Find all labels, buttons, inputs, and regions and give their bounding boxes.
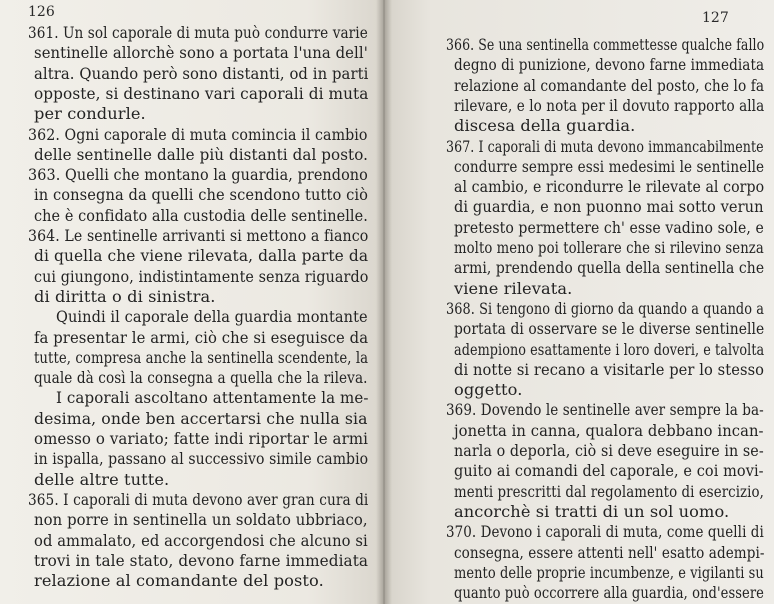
page-number-right: 127 bbox=[702, 10, 729, 26]
text-line: non porre in sentinella un soldato ubbriaco, bbox=[34, 510, 368, 530]
text-line: altra. Quando però sono distanti, od in parti bbox=[34, 63, 369, 83]
text-line: per condurle. bbox=[34, 104, 146, 124]
text-line: od ammalato, ed accorgendosi che alcuno si bbox=[34, 530, 368, 550]
text-line: in consegna da quelli che scendono tutto ciò bbox=[34, 185, 369, 205]
text-line: 369. Dovendo le sentinelle aver sempre la ba- bbox=[446, 400, 764, 420]
text-line: relazione al comandante del posto. bbox=[34, 571, 324, 591]
text-line: pretesto permettere ch' esse vadino sole, e bbox=[454, 217, 764, 237]
text-line: adempiono esattamente i loro doveri, e talvolta bbox=[454, 339, 765, 359]
text-line: al cambio, e ricondurre le rilevate al corpo bbox=[454, 177, 765, 197]
text-line: viene rilevata. bbox=[454, 278, 573, 298]
text-line: cui giungono, indistintamente senza riguardo bbox=[34, 266, 369, 286]
text-line: I caporali ascoltano attentamente la me- bbox=[56, 388, 369, 408]
text-line: che è confidato alla custodia delle sentinelle. bbox=[34, 205, 368, 225]
page-number-left: 126 bbox=[28, 4, 55, 20]
text-line: quanto può occorrere alla guardia, ond'essere bbox=[454, 583, 764, 603]
text-line: condurre sempre essi medesimi le sentinelle bbox=[454, 156, 765, 176]
text-line: 362. Ogni caporale di muta comincia il cambio bbox=[28, 124, 368, 144]
text-line: 368. Si tengono di giorno da quando a quando a bbox=[446, 298, 764, 318]
text-line: 363. Quelli che montano la guardia, prendono bbox=[28, 165, 368, 185]
text-line: consegna, essere attenti nell' esatto adempi- bbox=[454, 542, 765, 562]
text-line: quale dà così la consegna a quella che la rileva. bbox=[34, 368, 368, 388]
text-line: discesa della guardia. bbox=[454, 116, 636, 136]
text-line: di quella che viene rilevata, dalla parte da bbox=[34, 246, 369, 266]
text-line: in ispalla, passano al successivo simile cambio bbox=[34, 449, 369, 469]
text-line: oggetto. bbox=[454, 380, 523, 400]
text-line: ancorchè si tratti di un sol uomo. bbox=[454, 501, 730, 521]
text-line: molto meno poi tollerare che si rilevino senza bbox=[454, 238, 764, 257]
right-page bbox=[384, 0, 774, 604]
text-line: 366. Se una sentinella commettesse qualche fallo bbox=[446, 35, 765, 54]
text-line: guito ai comandi del caporale, e coi movi- bbox=[454, 461, 764, 481]
text-line: menti prescritti dal regolamento di esercizio, bbox=[454, 481, 764, 501]
text-line: opposte, si destinano vari caporali di muta bbox=[34, 83, 369, 103]
text-line: Quindi il caporale della guardia montante bbox=[56, 307, 368, 327]
text-line: jonetta in canna, qualora debbano incan- bbox=[454, 420, 764, 440]
text-line: tutte, compresa anche la sentinella scendente, la bbox=[34, 347, 369, 367]
text-line: sentinelle allorchè sono a portata l'una dell' bbox=[34, 43, 368, 63]
text-line: fa presentar le armi, ciò che si eseguisce da bbox=[34, 327, 369, 347]
text-line: degno di punizione, devono farne immediata bbox=[454, 55, 765, 75]
left-page bbox=[0, 0, 384, 604]
text-line: 367. I caporali di muta devono immancabilmente bbox=[446, 136, 764, 156]
book-spine-gutter bbox=[376, 0, 392, 604]
text-line: omesso o variato; fatte indi riportar le armi bbox=[34, 429, 368, 448]
text-line: di diritta o di sinistra. bbox=[34, 286, 216, 306]
text-line: portata di osservare se le diverse sentinelle bbox=[454, 319, 765, 339]
text-line: narla o deporla, ciò si deve eseguire in se- bbox=[454, 441, 764, 460]
text-line: relazione al comandante del posto, che lo fa bbox=[454, 75, 765, 95]
text-line: delle altre tutte. bbox=[34, 469, 170, 489]
text-line: 365. I caporali di muta devono aver gran cura di bbox=[28, 489, 369, 509]
text-line: delle sentinelle dalle più distanti dal posto. bbox=[34, 144, 369, 164]
text-line: rilevare, e lo nota per il dovuto rapporto alla bbox=[454, 95, 765, 115]
text-line: 370. Devono i caporali di muta, come quelli di bbox=[446, 522, 764, 542]
text-line: mento delle proprie incumbenze, e vigilanti su bbox=[454, 562, 764, 582]
text-line: trovi in tale stato, devono farne immediata bbox=[34, 550, 369, 570]
text-line: desima, onde ben accertarsi che nulla sia bbox=[34, 408, 368, 428]
text-line: 361. Un sol caporale di muta può condurre varie bbox=[28, 23, 368, 42]
text-line: 364. Le sentinelle arrivanti si mettono a fianco bbox=[28, 226, 369, 245]
text-line: di notte si recano a visitarle per lo stesso bbox=[454, 359, 765, 379]
text-line: armi, prendendo quella della sentinella che bbox=[454, 258, 765, 278]
text-line: di guardia, e non puonno mai sotto verun bbox=[454, 197, 764, 217]
